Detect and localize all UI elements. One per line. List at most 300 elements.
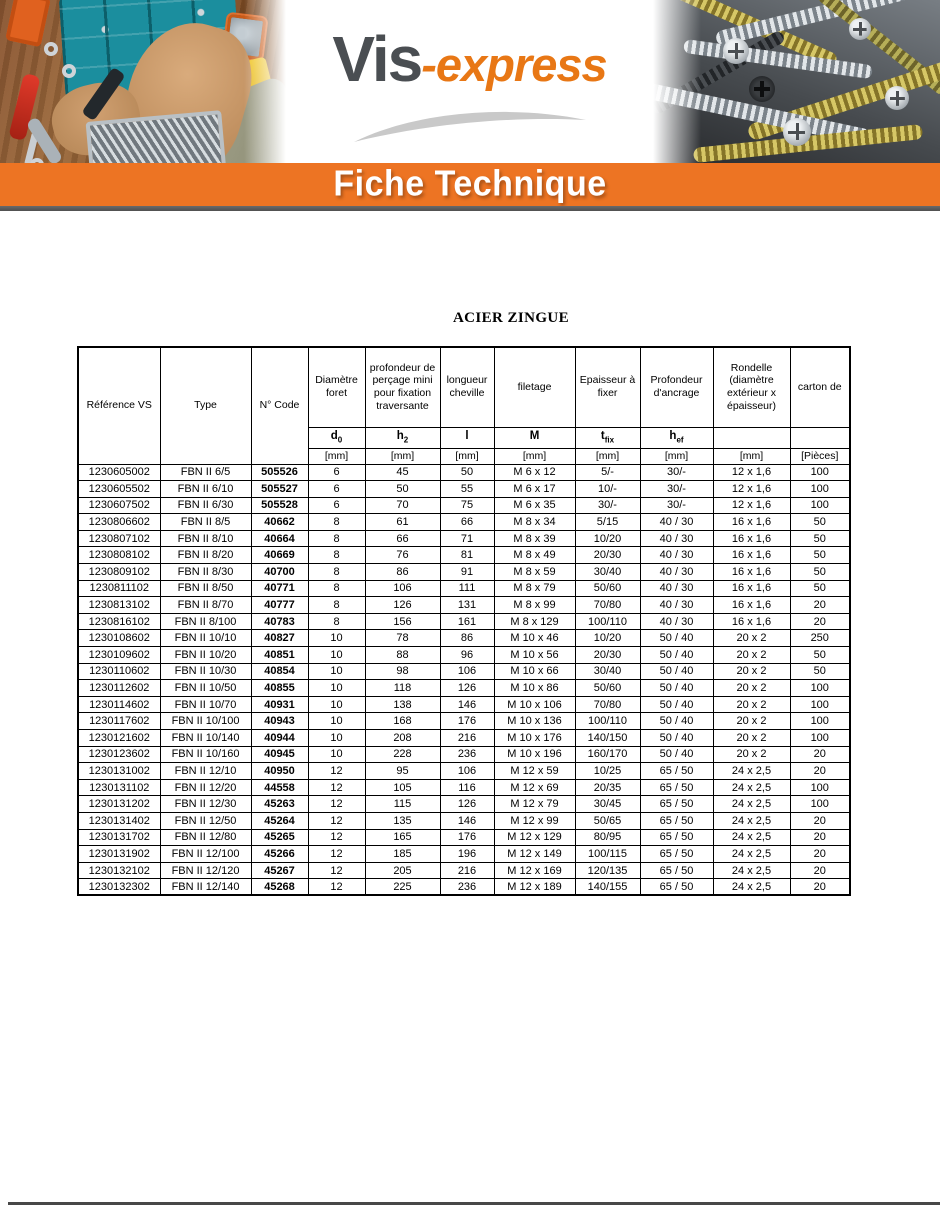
cell: 96 <box>440 647 494 664</box>
cell: FBN II 12/100 <box>160 846 251 863</box>
cell: 100 <box>790 680 850 697</box>
cell: 20 x 2 <box>713 663 790 680</box>
symbol-sub: fix <box>604 435 615 445</box>
cell: 250 <box>790 630 850 647</box>
cell: 1230132102 <box>78 862 160 879</box>
col-header-rondelle: Rondelle (diamètre extérieur x épaisseur) <box>713 347 790 427</box>
col-header-diametre-foret: Diamètre foret <box>308 347 365 427</box>
cell: FBN II 10/70 <box>160 696 251 713</box>
cell: 161 <box>440 613 494 630</box>
washer-shape <box>44 42 58 56</box>
cell: 1230131402 <box>78 812 160 829</box>
cell: FBN II 10/30 <box>160 663 251 680</box>
cell: 12 <box>308 812 365 829</box>
cell: 160/170 <box>575 746 640 763</box>
cell: 20 x 2 <box>713 730 790 747</box>
cell: 12 <box>308 763 365 780</box>
cell: 50 <box>790 530 850 547</box>
cell: 1230110602 <box>78 663 160 680</box>
cell: M 12 x 69 <box>494 779 575 796</box>
symbol-h2 <box>365 427 440 448</box>
cell: 30/45 <box>575 796 640 813</box>
cell: FBN II 10/10 <box>160 630 251 647</box>
cell: M 12 x 99 <box>494 812 575 829</box>
cell: M 10 x 136 <box>494 713 575 730</box>
cell: 71 <box>440 530 494 547</box>
symbol-m <box>494 427 575 448</box>
cell: 45267 <box>251 862 308 879</box>
cell: 40950 <box>251 763 308 780</box>
banner-underline <box>0 206 940 211</box>
cell: 65 / 50 <box>640 812 713 829</box>
cell: 40771 <box>251 580 308 597</box>
table-row <box>78 796 850 813</box>
cell: 8 <box>308 547 365 564</box>
cell: 106 <box>440 763 494 780</box>
table-header <box>78 347 850 464</box>
cell: 205 <box>365 862 440 879</box>
unit-mm: [mm] <box>308 448 365 464</box>
cell: 118 <box>365 680 440 697</box>
cell: 45266 <box>251 846 308 863</box>
cell: 50 / 40 <box>640 630 713 647</box>
cell: 40945 <box>251 746 308 763</box>
cell: 50 <box>440 464 494 481</box>
cell: 16 x 1,6 <box>713 547 790 564</box>
screw-head-shape <box>885 86 909 110</box>
cell: 44558 <box>251 779 308 796</box>
cell: FBN II 6/30 <box>160 497 251 514</box>
cell: 236 <box>440 746 494 763</box>
unit-pieces: [Pièces] <box>790 448 850 464</box>
cell: 45264 <box>251 812 308 829</box>
cell: 10 <box>308 730 365 747</box>
cell: 138 <box>365 696 440 713</box>
cell: 8 <box>308 613 365 630</box>
cell: 1230807102 <box>78 530 160 547</box>
cell: 1230131002 <box>78 763 160 780</box>
cell: 40777 <box>251 597 308 614</box>
cell: 12 <box>308 879 365 896</box>
cell: 65 / 50 <box>640 862 713 879</box>
symbol-hef <box>640 427 713 448</box>
col-header-reference-vs: Référence VS <box>78 347 160 464</box>
table-row <box>78 530 850 547</box>
cell: M 6 x 12 <box>494 464 575 481</box>
cell: 20/30 <box>575 647 640 664</box>
cell: 40 / 30 <box>640 547 713 564</box>
cell: M 10 x 196 <box>494 746 575 763</box>
cell: 65 / 50 <box>640 846 713 863</box>
table-row <box>78 846 850 863</box>
cell: 65 / 50 <box>640 779 713 796</box>
cell: 40 / 30 <box>640 580 713 597</box>
cell: 216 <box>440 730 494 747</box>
cell: 8 <box>308 597 365 614</box>
cell: 176 <box>440 713 494 730</box>
cell: 40 / 30 <box>640 613 713 630</box>
cell: 40851 <box>251 647 308 664</box>
cell: 78 <box>365 630 440 647</box>
cell: 40 / 30 <box>640 597 713 614</box>
cell: 20 x 2 <box>713 630 790 647</box>
cell: 50/60 <box>575 680 640 697</box>
spec-table <box>77 346 851 896</box>
cell: 1230605502 <box>78 481 160 498</box>
table-row <box>78 680 850 697</box>
cell: 505526 <box>251 464 308 481</box>
symbol-base: h <box>669 430 677 443</box>
cell: 1230607502 <box>78 497 160 514</box>
section-title: ACIER ZINGUE <box>452 310 570 326</box>
table-row <box>78 746 850 763</box>
cell: 1230816102 <box>78 613 160 630</box>
cell: 20 <box>790 862 850 879</box>
cell: 216 <box>440 862 494 879</box>
cell: 225 <box>365 879 440 896</box>
table-row <box>78 613 850 630</box>
cell: 12 <box>308 846 365 863</box>
cell: 126 <box>365 597 440 614</box>
cell: 50 / 40 <box>640 730 713 747</box>
cell: 12 <box>308 779 365 796</box>
cell: FBN II 12/30 <box>160 796 251 813</box>
cell: 111 <box>440 580 494 597</box>
cell: 20 <box>790 812 850 829</box>
photo-fade <box>653 0 701 163</box>
cell: 76 <box>365 547 440 564</box>
col-header-epaisseur-a-fixer: Epaisseur à fixer <box>575 347 640 427</box>
cell: 24 x 2,5 <box>713 763 790 780</box>
col-header-filetage: filetage <box>494 347 575 427</box>
logo-swoosh-icon <box>344 100 594 146</box>
symbol-base: t <box>600 430 605 443</box>
cell: 86 <box>440 630 494 647</box>
cell: FBN II 8/30 <box>160 564 251 581</box>
cell: M 12 x 59 <box>494 763 575 780</box>
unit-mm: [mm] <box>494 448 575 464</box>
unit-mm: [mm] <box>365 448 440 464</box>
cell: 100/110 <box>575 713 640 730</box>
cell: 131 <box>440 597 494 614</box>
cell: FBN II 10/100 <box>160 713 251 730</box>
cell: 45 <box>365 464 440 481</box>
cell: 20 <box>790 879 850 896</box>
cell: 1230108602 <box>78 630 160 647</box>
cell: 1230112602 <box>78 680 160 697</box>
cell: 50 <box>790 663 850 680</box>
cell: 8 <box>308 514 365 531</box>
cell: 40662 <box>251 514 308 531</box>
cell: 50 <box>790 580 850 597</box>
washer-shape <box>62 64 76 78</box>
col-header-profondeur-percage: profondeur de perçage mini pour fixation traversante <box>365 347 440 427</box>
cell: 20 <box>790 763 850 780</box>
cell: 24 x 2,5 <box>713 829 790 846</box>
cell: M 10 x 66 <box>494 663 575 680</box>
cell: 5/- <box>575 464 640 481</box>
table-row <box>78 630 850 647</box>
cell: FBN II 6/10 <box>160 481 251 498</box>
cell: M 6 x 35 <box>494 497 575 514</box>
cell: 70 <box>365 497 440 514</box>
cell: M 12 x 129 <box>494 829 575 846</box>
unit-mm: [mm] <box>640 448 713 464</box>
cell: FBN II 8/5 <box>160 514 251 531</box>
cell: FBN II 8/50 <box>160 580 251 597</box>
cell: M 6 x 17 <box>494 481 575 498</box>
cell: 100 <box>790 696 850 713</box>
table-body <box>78 464 850 895</box>
cell: 24 x 2,5 <box>713 796 790 813</box>
cell: M 8 x 49 <box>494 547 575 564</box>
cell: 30/40 <box>575 663 640 680</box>
cell: 505527 <box>251 481 308 498</box>
cell: 50 <box>790 547 850 564</box>
cell: 10 <box>308 746 365 763</box>
symbol-base: M <box>529 430 540 443</box>
cell: 65 / 50 <box>640 879 713 896</box>
cell: 16 x 1,6 <box>713 613 790 630</box>
cell: 120/135 <box>575 862 640 879</box>
page-header <box>0 0 940 163</box>
cell: 135 <box>365 812 440 829</box>
cell: M 10 x 56 <box>494 647 575 664</box>
cell: 16 x 1,6 <box>713 530 790 547</box>
orange-tool-shape <box>5 0 51 47</box>
table-row <box>78 779 850 796</box>
cell: 1230109602 <box>78 647 160 664</box>
cell: 10/20 <box>575 530 640 547</box>
cell: FBN II 8/100 <box>160 613 251 630</box>
cell: 55 <box>440 481 494 498</box>
cell: 16 x 1,6 <box>713 580 790 597</box>
cell: 10 <box>308 630 365 647</box>
cell: 40 / 30 <box>640 564 713 581</box>
cell: 100 <box>790 481 850 498</box>
symbol-sub: ef <box>676 435 684 445</box>
cell: 100 <box>790 497 850 514</box>
cell: 50 / 40 <box>640 663 713 680</box>
cell: 140/150 <box>575 730 640 747</box>
cell: 65 / 50 <box>640 763 713 780</box>
cell: 50 <box>365 481 440 498</box>
cell: 40855 <box>251 680 308 697</box>
cell: 40 / 30 <box>640 530 713 547</box>
cell: M 10 x 106 <box>494 696 575 713</box>
cell: 10/20 <box>575 630 640 647</box>
cell: 100 <box>790 779 850 796</box>
cell: M 10 x 176 <box>494 730 575 747</box>
cell: 24 x 2,5 <box>713 812 790 829</box>
cell: M 12 x 169 <box>494 862 575 879</box>
cell: 24 x 2,5 <box>713 862 790 879</box>
cell: 12 <box>308 862 365 879</box>
cell: 50 / 40 <box>640 696 713 713</box>
cell: M 10 x 46 <box>494 630 575 647</box>
cell: 10/25 <box>575 763 640 780</box>
cell: 208 <box>365 730 440 747</box>
cell: 12 <box>308 796 365 813</box>
cell: 30/- <box>640 481 713 498</box>
symbol-d0 <box>308 427 365 448</box>
cell: 168 <box>365 713 440 730</box>
cell: 140/155 <box>575 879 640 896</box>
banner-title: Fiche Technique <box>333 163 607 205</box>
cell: 146 <box>440 696 494 713</box>
cell: 20 x 2 <box>713 680 790 697</box>
cell: 40943 <box>251 713 308 730</box>
col-header-longueur-cheville: longueur cheville <box>440 347 494 427</box>
cell: 24 x 2,5 <box>713 846 790 863</box>
cell: 1230131902 <box>78 846 160 863</box>
cell: 24 x 2,5 <box>713 779 790 796</box>
cell: 1230121602 <box>78 730 160 747</box>
cell: 20/35 <box>575 779 640 796</box>
cell: 91 <box>440 564 494 581</box>
cell: 61 <box>365 514 440 531</box>
cell: 50 / 40 <box>640 647 713 664</box>
symbol-l <box>440 427 494 448</box>
cell: 20 <box>790 597 850 614</box>
table-row <box>78 647 850 664</box>
logo <box>286 0 653 163</box>
cell: 165 <box>365 829 440 846</box>
cell: 40783 <box>251 613 308 630</box>
cell: 50 <box>790 647 850 664</box>
cell: 1230132302 <box>78 879 160 896</box>
unit-mm: [mm] <box>713 448 790 464</box>
cell: M 8 x 59 <box>494 564 575 581</box>
table-row <box>78 730 850 747</box>
screw-head-shape <box>849 18 871 40</box>
table-row <box>78 547 850 564</box>
cell: 20 x 2 <box>713 647 790 664</box>
table-row <box>78 663 850 680</box>
cell: 10 <box>308 663 365 680</box>
cell: 30/- <box>575 497 640 514</box>
screw-head-shape <box>723 38 749 64</box>
cell: 10 <box>308 713 365 730</box>
table-row <box>78 812 850 829</box>
cell: 126 <box>440 680 494 697</box>
cell: 12 x 1,6 <box>713 497 790 514</box>
logo-text-express: -express <box>421 38 607 91</box>
cell: 50 <box>790 514 850 531</box>
cell: 8 <box>308 530 365 547</box>
cell: 45265 <box>251 829 308 846</box>
cell: FBN II 8/70 <box>160 597 251 614</box>
cell: 1230117602 <box>78 713 160 730</box>
cell: 106 <box>365 580 440 597</box>
cell: 1230811102 <box>78 580 160 597</box>
cell: 100/115 <box>575 846 640 863</box>
cell: 1230808102 <box>78 547 160 564</box>
cell: 66 <box>440 514 494 531</box>
footer-line <box>8 1202 940 1205</box>
cell: 40664 <box>251 530 308 547</box>
workbench-photo <box>0 0 286 163</box>
symbol-tfix <box>575 427 640 448</box>
cell: 100 <box>790 730 850 747</box>
cell: 10 <box>308 696 365 713</box>
col-header-carton-de: carton de <box>790 347 850 427</box>
cell: M 8 x 39 <box>494 530 575 547</box>
cell: FBN II 10/160 <box>160 746 251 763</box>
table-row <box>78 597 850 614</box>
cell: 10 <box>308 647 365 664</box>
cell: 106 <box>440 663 494 680</box>
cell: 6 <box>308 497 365 514</box>
cell: FBN II 12/10 <box>160 763 251 780</box>
screw-head-shape <box>749 76 775 102</box>
cell: 1230131102 <box>78 779 160 796</box>
cell: 30/- <box>640 464 713 481</box>
symbol-sub: 0 <box>337 435 343 445</box>
table-row <box>78 696 850 713</box>
logo-text-vis: Vis <box>332 23 422 95</box>
cell: 86 <box>365 564 440 581</box>
cell: 236 <box>440 879 494 896</box>
cell: 50 <box>790 564 850 581</box>
cell: 20 <box>790 746 850 763</box>
cell: 20 x 2 <box>713 746 790 763</box>
cell: 126 <box>440 796 494 813</box>
cell: M 12 x 149 <box>494 846 575 863</box>
cell: 40931 <box>251 696 308 713</box>
cell: 40944 <box>251 730 308 747</box>
cell: FBN II 12/50 <box>160 812 251 829</box>
table-row <box>78 497 850 514</box>
cell: 70/80 <box>575 597 640 614</box>
symbol-base: h <box>396 430 404 443</box>
logo-wordmark <box>286 22 653 96</box>
cell: 50/60 <box>575 580 640 597</box>
cell: 16 x 1,6 <box>713 514 790 531</box>
cell: 1230131202 <box>78 796 160 813</box>
cell: 1230114602 <box>78 696 160 713</box>
cell: 50 / 40 <box>640 746 713 763</box>
cell: 116 <box>440 779 494 796</box>
cell: 10/- <box>575 481 640 498</box>
cell: 100 <box>790 796 850 813</box>
table-row <box>78 514 850 531</box>
cell: 16 x 1,6 <box>713 597 790 614</box>
cell: 1230806602 <box>78 514 160 531</box>
unit-mm: [mm] <box>440 448 494 464</box>
cell: 100 <box>790 713 850 730</box>
cell: 20 <box>790 829 850 846</box>
symbol-base: d <box>330 430 338 443</box>
cell: 100 <box>790 464 850 481</box>
table-row <box>78 862 850 879</box>
cell: 40854 <box>251 663 308 680</box>
col-header-type: Type <box>160 347 251 464</box>
cell: 8 <box>308 580 365 597</box>
cell: 156 <box>365 613 440 630</box>
col-header-code: N° Code <box>251 347 308 464</box>
cell: 505528 <box>251 497 308 514</box>
cell: M 8 x 79 <box>494 580 575 597</box>
screw-head-shape <box>783 118 811 146</box>
cell: 6 <box>308 464 365 481</box>
cell: 20 x 2 <box>713 696 790 713</box>
cell: 81 <box>440 547 494 564</box>
cell: 40669 <box>251 547 308 564</box>
cell: M 10 x 86 <box>494 680 575 697</box>
cell: FBN II 8/10 <box>160 530 251 547</box>
cell: 50 / 40 <box>640 680 713 697</box>
